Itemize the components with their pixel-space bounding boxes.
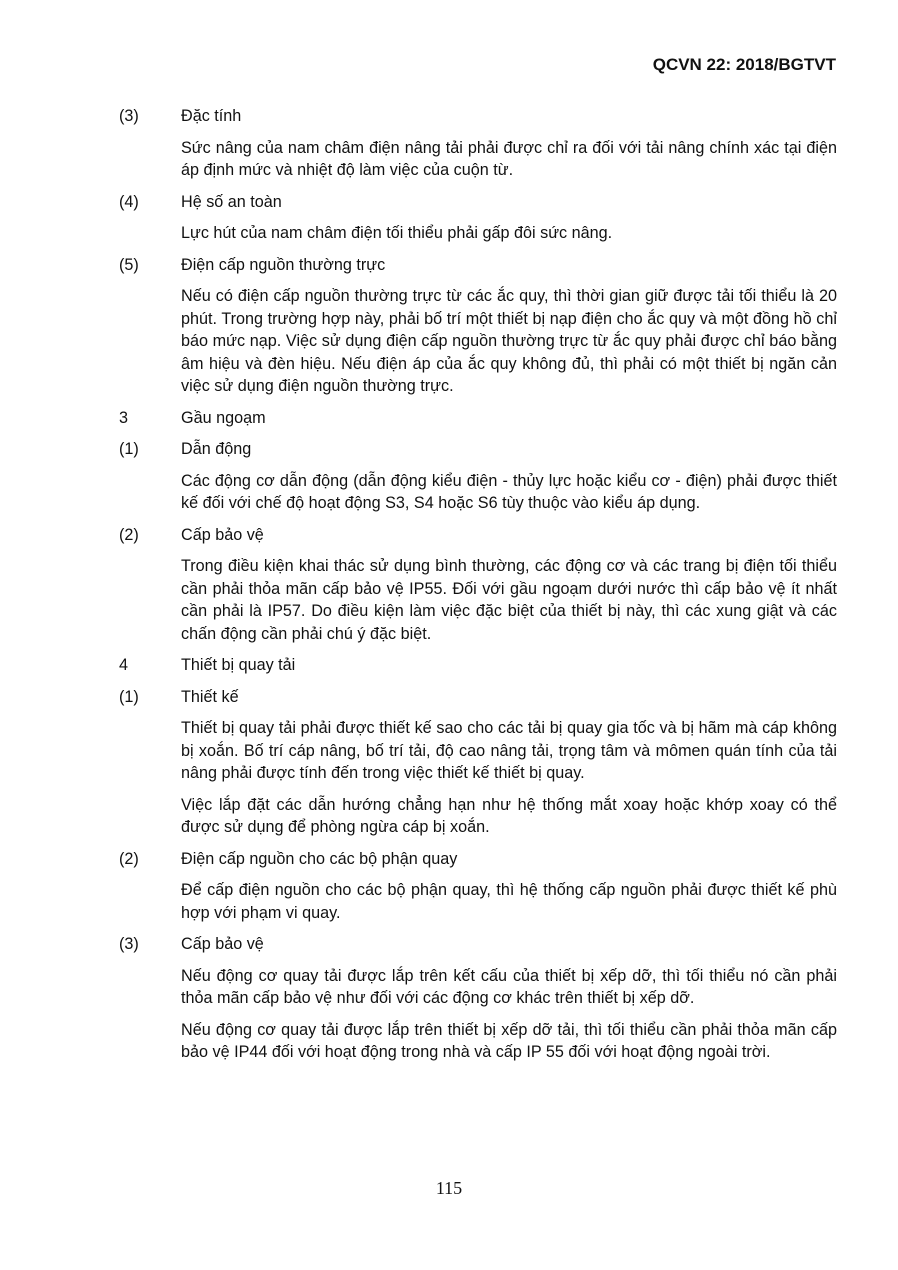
section-title: Cấp bảo vệ [181,935,264,953]
section-title: Gầu ngoạm [181,408,266,427]
section-paragraph: Nếu động cơ quay tải được lắp trên thiết bị xếp dỡ tải, thì tối thiểu cần phải thỏa mãn cấp bảo vệ IP44 đối với hoạt động trong nhà và cấp IP 55 đối với hoạt động ngoài trời. [181,1020,837,1061]
section-title: Thiết bị quay tải [181,656,296,674]
section-title: Hệ số an toàn [181,192,282,211]
section-paragraph: Trong điều kiện khai thác sử dụng bình thường, các động cơ và các trang bị điện tối thiểu cần phải thỏa mãn cấp bảo vệ IP55. Đối với gầu ngoạm dưới nước thì cấp bảo vệ ít nhất cần phải là IP57. Do điều kiện làm việc đặc biệt của thiết bị này, thì các xung giật và các chấn động cần phải chú ý đặc biệt. [181,557,837,643]
section-title: Điện cấp nguồn cho các bộ phận quay [181,849,458,868]
section-paragraph: Lực hút của nam châm điện tối thiểu phải gấp đôi sức nâng. [181,224,613,242]
section-heading [119,933,837,956]
section-number: (3) [119,107,139,125]
section-heading [119,191,837,214]
section-heading [119,848,837,871]
section-paragraph: Việc lắp đặt các dẫn hướng chẳng hạn như hệ thống mắt xoay hoặc khớp xoay có thể được sử dụng để phòng ngừa cáp bị xoắn. [181,795,837,836]
section-paragraph: Nếu động cơ quay tải được lắp trên kết cấu của thiết bị xếp dỡ, thì tối thiểu nó cần phải thỏa mãn cấp bảo vệ như đối với các động cơ khác trên thiết bị xếp dỡ. [181,966,837,1007]
section-number: (2) [119,525,139,544]
section-paragraph: Các động cơ dẫn động (dẫn động kiểu điện - thủy lực hoặc kiểu cơ - điện) phải được thiết kế đối với chế độ hoạt động S3, S4 hoặc S6 tùy thuộc vào kiểu áp dụng. [181,471,837,512]
section-number: (3) [119,935,139,953]
document-body [119,105,837,1073]
section-number: 3 [119,408,129,427]
section-title: Cấp bảo vệ [181,525,264,544]
section-paragraph: Thiết bị quay tải phải được thiết kế sao cho các tải bị quay gia tốc và bị hãm mà cáp không bị xoắn. Bố trí cáp nâng, bố trí tải, độ cao nâng tải, trọng tâm và mômen quán tính của tải nâng phải được tính đến trong việc thiết kế thiết bị quay. [181,719,837,782]
section-number: (5) [119,255,139,274]
section-heading [119,654,837,677]
section-title: Điện cấp nguồn thường trực [181,255,386,274]
page-number: 115 [435,1178,463,1198]
section-heading [119,524,837,547]
section-number: (1) [119,440,139,458]
section-paragraph: Để cấp điện nguồn cho các bộ phận quay, thì hệ thống cấp nguồn phải được thiết kế phù hợp với phạm vi quay. [181,881,837,922]
section-heading [119,407,837,430]
section-number: 4 [119,656,129,674]
section-title: Dẫn động [181,440,252,458]
section-number: (2) [119,849,139,868]
section-number: (1) [119,687,139,706]
section-heading [119,105,837,128]
document-code-header: QCVN 22: 2018/BGTVT [652,55,836,74]
section-paragraph: Sức nâng của nam châm điện nâng tải phải được chỉ ra đối với tải nâng chính xác tại điện áp định mức và nhiệt độ làm việc của cuộn từ. [181,138,837,179]
section-heading [119,254,837,277]
section-number: (4) [119,192,139,211]
section-title: Đặc tính [181,107,242,125]
section-paragraph: Nếu có điện cấp nguồn thường trực từ các ắc quy, thì thời gian giữ được tải tối thiểu là 20 phút. Trong trường hợp này, phải bố trí một thiết bị nạp điện cho ắc quy và một đồng hồ chỉ báo mức nạp. Việc sử dụng điện cấp nguồn thường trực từ ắc quy phải được chỉ báo bằng âm hiệu và đèn hiệu. Nếu điện áp của ắc quy không đủ, thì phải có một thiết bị ngăn cản việc sử dụng điện nguồn thường trực. [181,287,837,395]
section-heading [119,686,837,709]
section-heading [119,438,837,461]
section-title: Thiết kế [181,687,239,706]
